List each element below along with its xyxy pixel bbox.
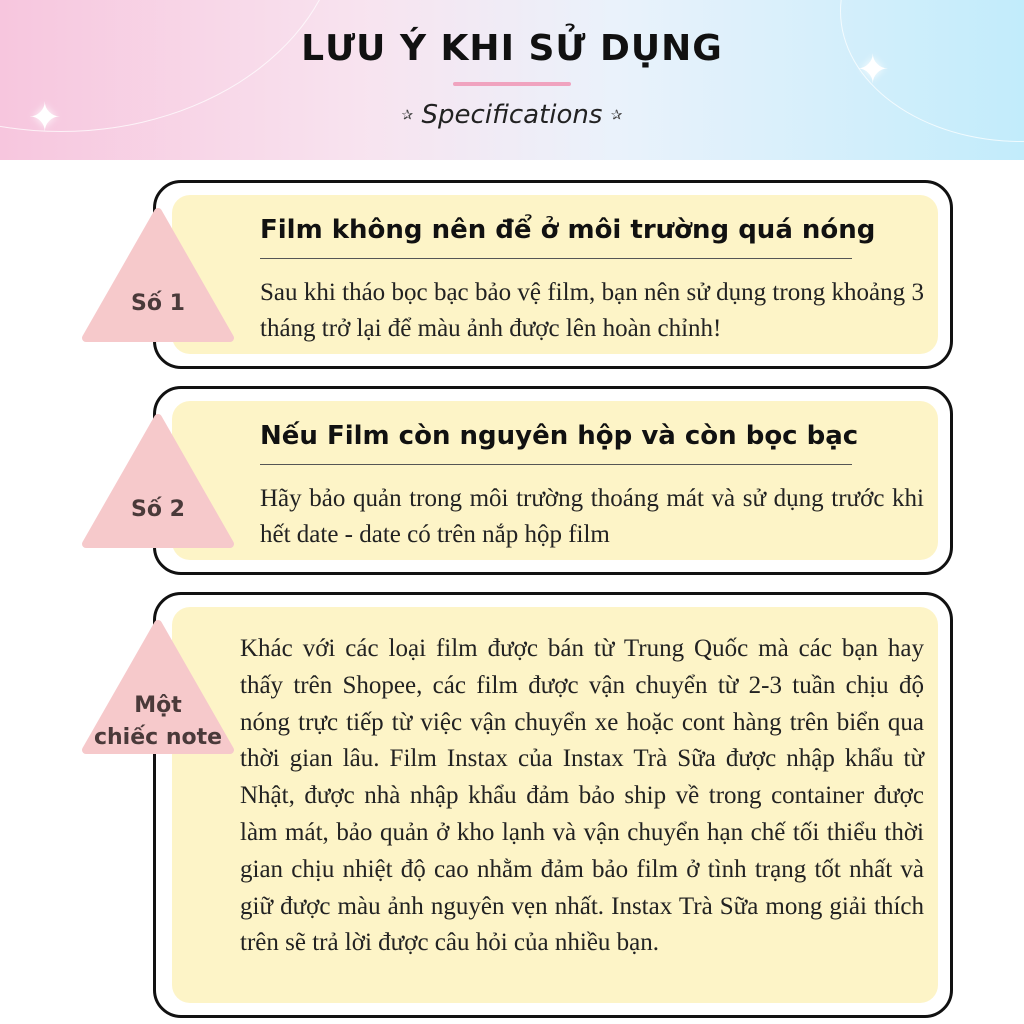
page-subtitle (0, 100, 1024, 130)
sparkle-icon: ✦ (28, 95, 62, 141)
note-heading: Nếu Film còn nguyên hộp và còn bọc bạc (260, 421, 859, 451)
badge-label-line: chiếc note (93, 725, 223, 750)
note-body: Hãy bảo quản trong môi trường thoáng mát và sử dụng trước khi hết date - date có trên nắp hộp film (260, 485, 924, 548)
subtitle-text: Specifications (421, 100, 603, 130)
note-heading: Film không nên để ở môi trường quá nóng (260, 215, 876, 245)
note-card-panel (172, 401, 938, 560)
badge-label-line: Một (134, 693, 182, 718)
heading-divider (260, 258, 852, 259)
triangle-icon (78, 206, 238, 346)
star-icon: ✰ (610, 107, 623, 124)
note-card-1 (153, 180, 953, 369)
note-card-panel (172, 195, 938, 354)
note-card-panel (172, 607, 938, 1003)
badge-label: Số 2 (131, 497, 185, 522)
sparkle-icon: ✦ (856, 47, 890, 93)
triangle-icon (78, 412, 238, 552)
heading-divider (260, 464, 852, 465)
triangle-badge-3 (78, 618, 238, 758)
badge-label (78, 690, 238, 754)
title-underline (453, 82, 571, 86)
header-banner (0, 0, 1024, 160)
note-body: Khác với các loại film được bán từ Trung Quốc mà các bạn hay thấy trên Shopee, các film được vận chuyển từ 2-3 tuần chịu độ nóng trực tiếp từ việc vận chuyển xe hoặc cont hàng trên biển qua thời gian lâu. Film Instax của Instax Trà Sữa được nhập khẩu từ Nhật, được nhà nhập khẩu đảm bảo ship về trong container được làm mát, bảo quản ở kho lạnh và vận chuyển hạn chế tối thiểu thời gian chịu nhiệt độ cao nhằm đảm bảo film ở tình trạng tốt nhất và giữ được màu ảnh nguyên vẹn nhất. Instax Trà Sữa mong giải thích trên sẽ trả lời được câu hỏi của nhiều bạn. (240, 635, 924, 957)
note-body: Sau khi tháo bọc bạc bảo vệ film, bạn nên sử dụng trong khoảng 3 tháng trở lại để màu ảnh được lên hoàn chỉnh! (260, 279, 924, 342)
note-card-3 (153, 592, 953, 1018)
triangle-badge-2 (78, 412, 238, 552)
note-card-2 (153, 386, 953, 575)
badge-label: Số 1 (131, 291, 185, 316)
page-title: LƯU Ý KHI SỬ DỤNG (301, 28, 723, 69)
triangle-badge-1 (78, 206, 238, 346)
star-icon: ✰ (401, 107, 414, 124)
